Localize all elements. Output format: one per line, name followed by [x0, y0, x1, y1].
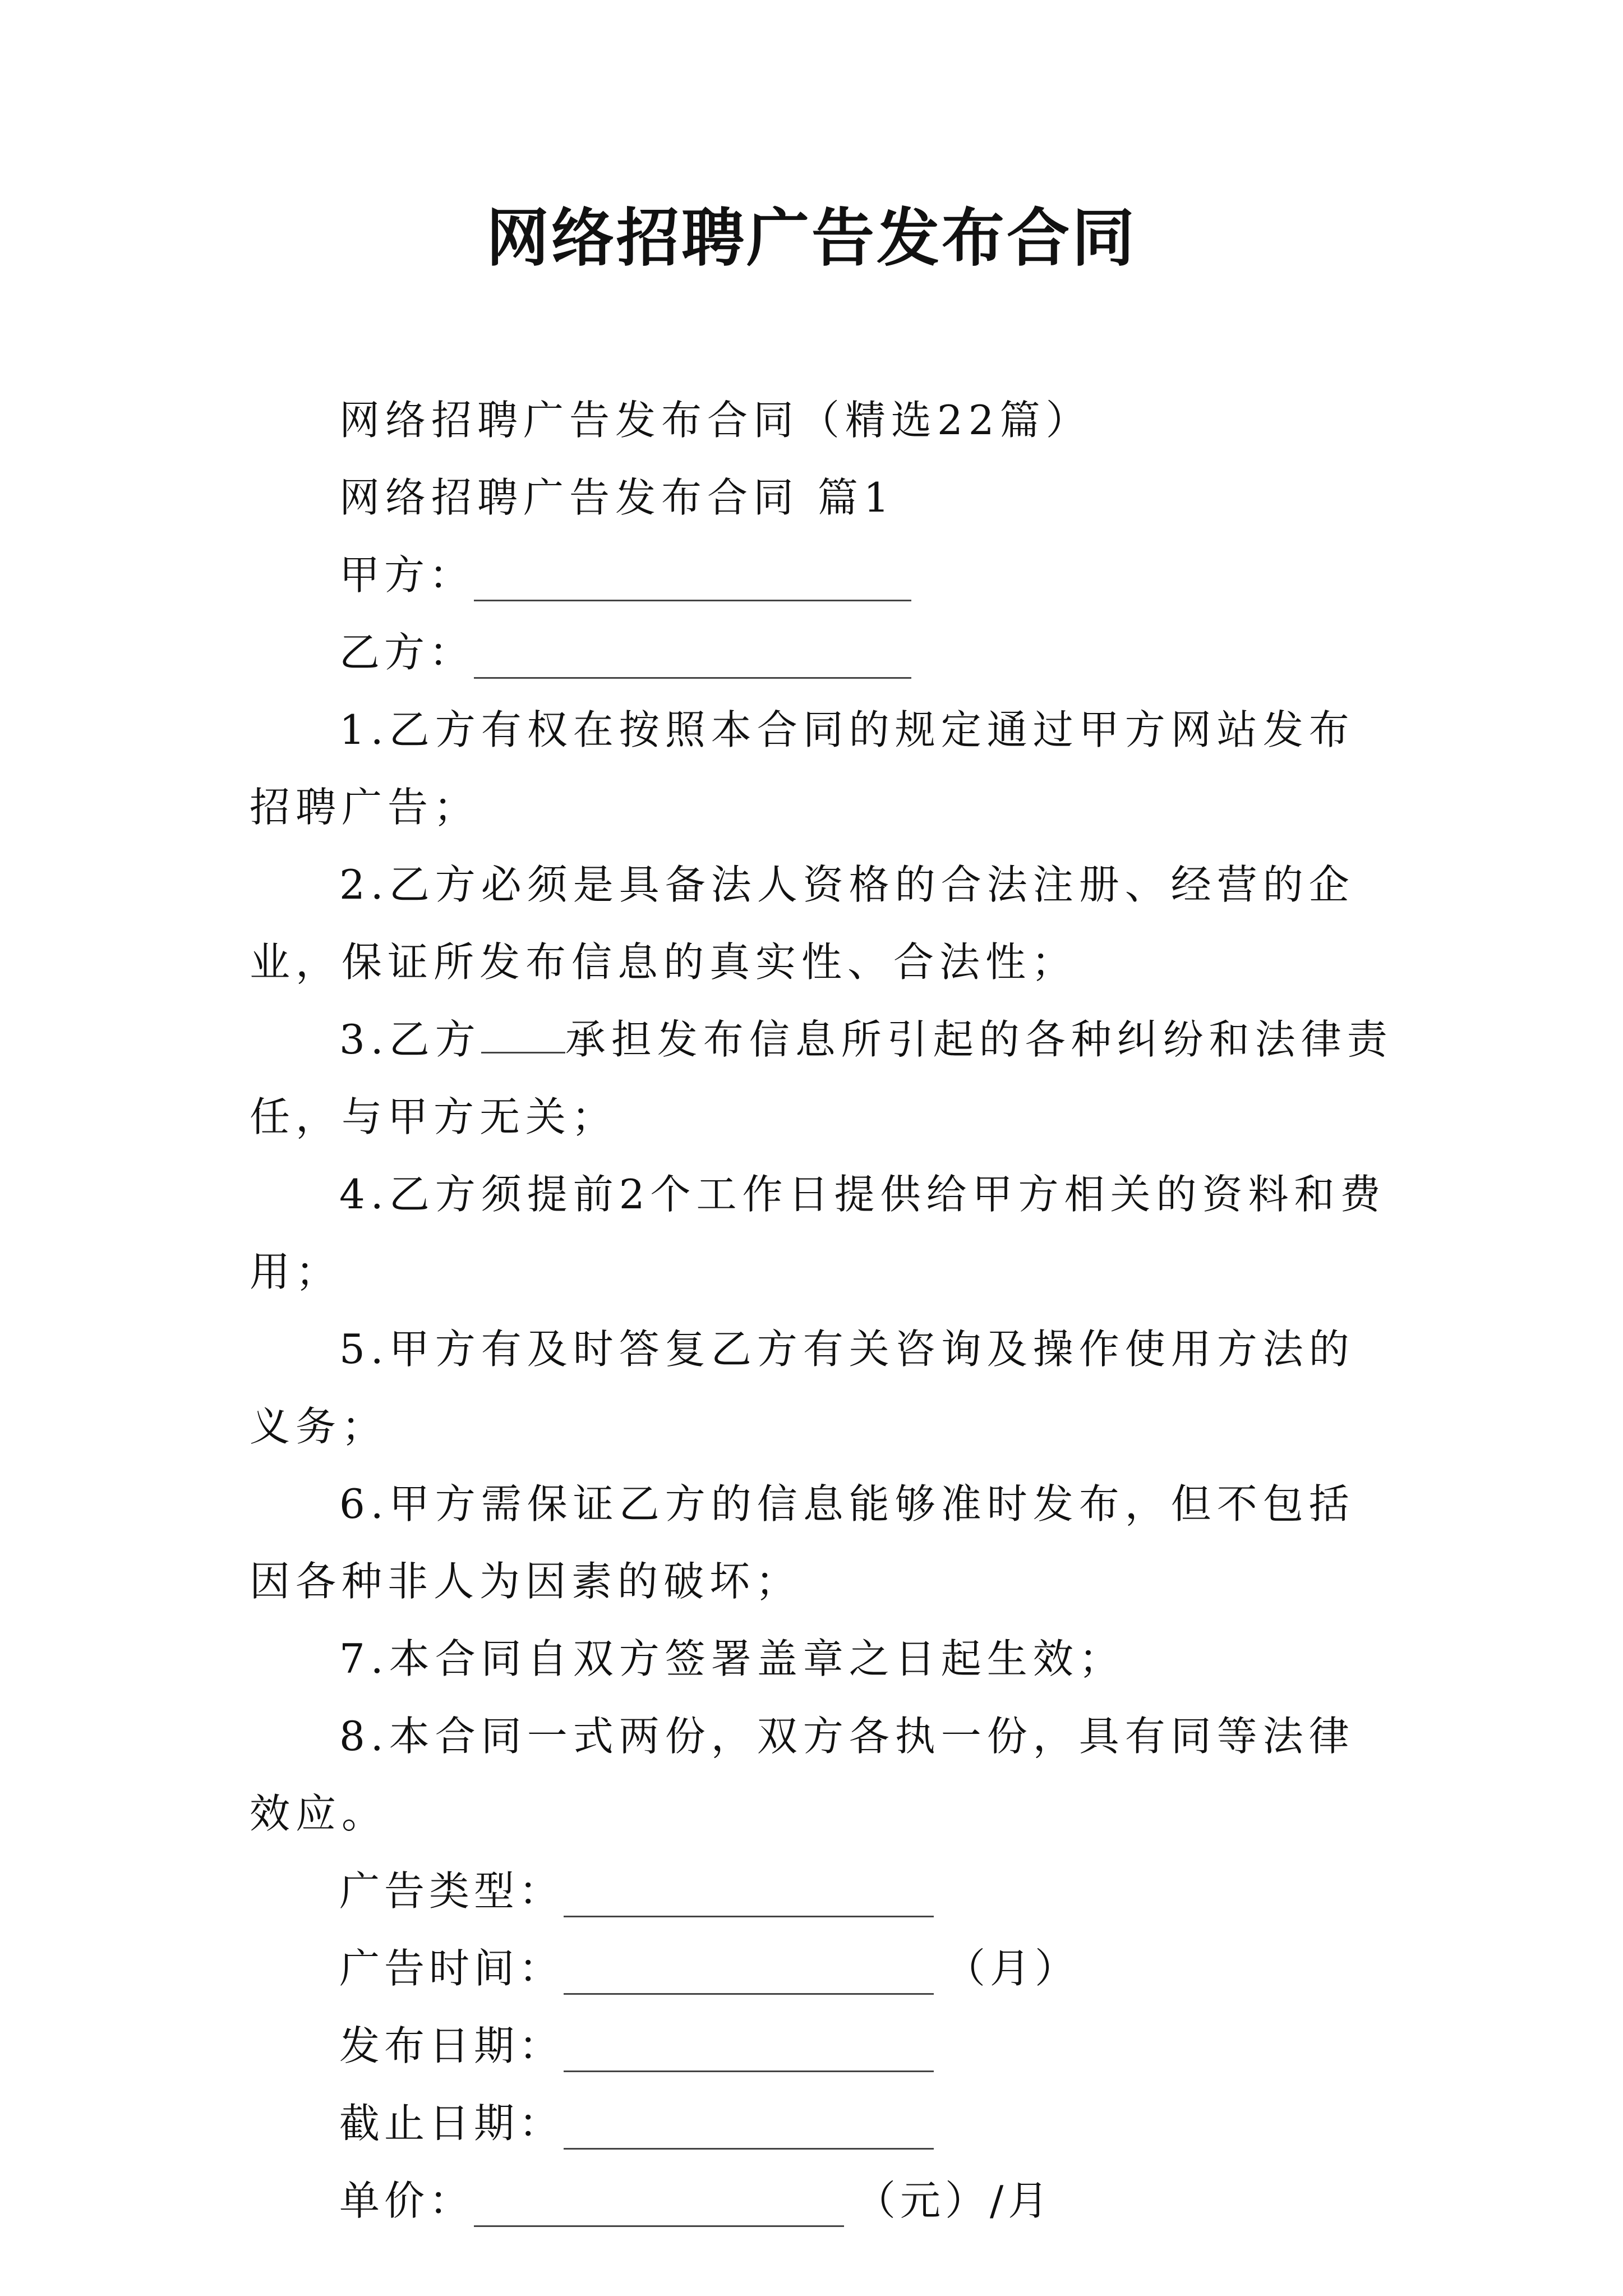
- clause-5: 5.甲方有及时答复乙方有关咨询及操作使用方法的义务；: [250, 1326, 1355, 1450]
- ad-type-blank: [564, 1876, 934, 1917]
- publish-date-label: 发布日期：: [339, 2022, 564, 2069]
- deadline-label: 截止日期：: [339, 2100, 564, 2147]
- ad-type-field: [250, 1852, 1394, 1930]
- document-body: [250, 381, 1394, 2239]
- clause-1: 1.乙方有权在按照本合同的规定通过甲方网站发布招聘广告；: [250, 706, 1355, 831]
- subtitle: 网络招聘广告发布合同（精选22篇）: [339, 397, 1092, 444]
- clause-3-blank: [481, 1018, 565, 1053]
- clause-2: 2.乙方必须是具备法人资格的合法注册、经营的企业，保证所发布信息的真实性、合法性；: [250, 861, 1355, 986]
- ad-time-blank: [564, 1954, 934, 1995]
- clause-7: 7.本合同自双方签署盖章之日起生效；: [339, 1635, 1125, 1682]
- clause-6: 6.甲方需保证乙方的信息能够准时发布，但不包括因各种非人为因素的破坏；: [250, 1480, 1355, 1605]
- party-a-blank: [474, 560, 911, 601]
- unit-price-suffix: （元）/月: [855, 2177, 1053, 2224]
- party-b-label: 乙方：: [339, 629, 474, 676]
- clause-3: [250, 1001, 1394, 1156]
- ad-type-label: 广告类型：: [339, 1867, 564, 1915]
- party-b-blank: [474, 638, 911, 679]
- clause-3-prefix: 3.乙方: [339, 1016, 481, 1063]
- deadline-field: [250, 2085, 1394, 2162]
- section-heading: 网络招聘广告发布合同 篇1: [339, 474, 895, 521]
- party-a-label: 甲方：: [339, 551, 474, 599]
- unit-price-blank: [474, 2186, 844, 2227]
- unit-price-label: 单价：: [339, 2177, 474, 2224]
- clause-4: 4.乙方须提前2个工作日提供给甲方相关的资料和费用；: [250, 1171, 1386, 1295]
- unit-price-field: [250, 2162, 1394, 2239]
- document-title: 网络招聘广告发布合同: [486, 201, 1137, 275]
- ad-time-suffix: （月）: [945, 1945, 1080, 1992]
- publish-date-field: [250, 2007, 1394, 2085]
- deadline-blank: [564, 2109, 934, 2150]
- publish-date-blank: [564, 2031, 934, 2072]
- party-b-field: [250, 614, 1394, 691]
- ad-time-field: [250, 1930, 1394, 2007]
- clause-3-text: 承担发布信息所引起的各种纠纷和法律责任，与甲方无关；: [250, 1016, 1393, 1140]
- clause-8: 8.本合同一式两份，双方各执一份，具有同等法律效应。: [250, 1713, 1355, 1837]
- ad-time-label: 广告时间：: [339, 1945, 564, 1992]
- party-a-field: [250, 536, 1394, 614]
